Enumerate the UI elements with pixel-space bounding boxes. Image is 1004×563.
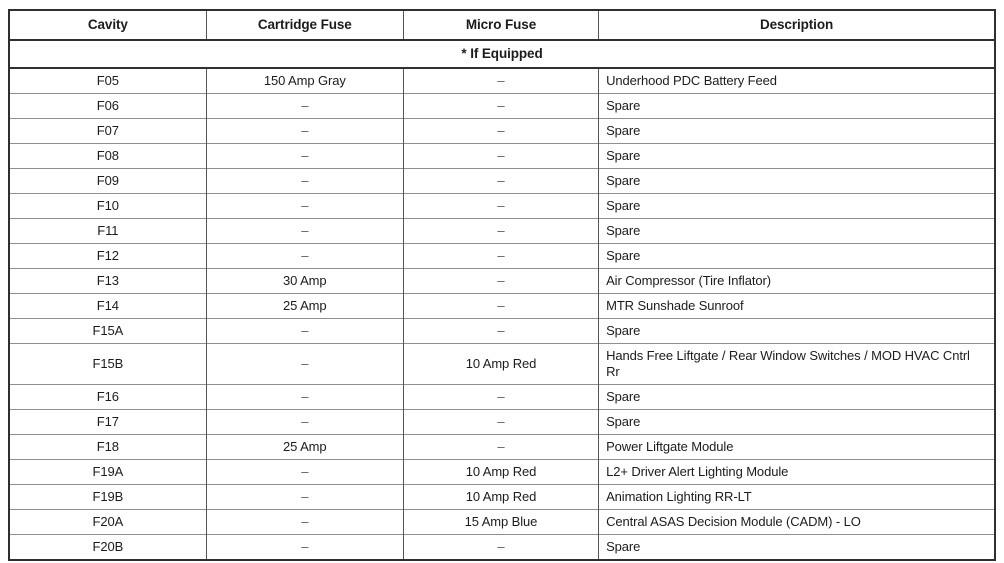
- micro-fuse-cell: –: [403, 119, 598, 144]
- cavity-cell: F17: [9, 410, 206, 435]
- table-row: [9, 510, 995, 535]
- description-cell: Spare: [599, 169, 995, 194]
- cavity-cell: F20B: [9, 535, 206, 561]
- table-row: [9, 435, 995, 460]
- cartridge-fuse-cell: –: [206, 510, 403, 535]
- fuse-table-body: [9, 68, 995, 560]
- fuse-table: [8, 9, 996, 561]
- table-row: [9, 460, 995, 485]
- table-row: [9, 144, 995, 169]
- description-cell: Spare: [599, 385, 995, 410]
- cavity-cell: F15B: [9, 344, 206, 385]
- cartridge-fuse-cell: 150 Amp Gray: [206, 68, 403, 94]
- micro-fuse-cell: 15 Amp Blue: [403, 510, 598, 535]
- description-cell: Hands Free Liftgate / Rear Window Switches / MOD HVAC Cntrl Rr: [599, 344, 995, 385]
- micro-fuse-cell: –: [403, 94, 598, 119]
- if-equipped-banner: * If Equipped: [9, 40, 995, 68]
- cavity-cell: F19B: [9, 485, 206, 510]
- column-header-description: Description: [599, 10, 995, 40]
- micro-fuse-cell: –: [403, 535, 598, 561]
- cavity-cell: F06: [9, 94, 206, 119]
- table-row: [9, 319, 995, 344]
- table-row: [9, 169, 995, 194]
- cartridge-fuse-cell: –: [206, 244, 403, 269]
- cartridge-fuse-cell: –: [206, 485, 403, 510]
- description-cell: Spare: [599, 144, 995, 169]
- cavity-cell: F13: [9, 269, 206, 294]
- table-row: [9, 410, 995, 435]
- cartridge-fuse-cell: 30 Amp: [206, 269, 403, 294]
- cartridge-fuse-cell: –: [206, 94, 403, 119]
- micro-fuse-cell: –: [403, 269, 598, 294]
- description-cell: L2+ Driver Alert Lighting Module: [599, 460, 995, 485]
- cartridge-fuse-cell: 25 Amp: [206, 294, 403, 319]
- if-equipped-banner-row: [9, 40, 995, 68]
- fuse-table-container: [8, 9, 996, 561]
- micro-fuse-cell: 10 Amp Red: [403, 344, 598, 385]
- description-cell: Spare: [599, 535, 995, 561]
- cavity-cell: F05: [9, 68, 206, 94]
- cavity-cell: F09: [9, 169, 206, 194]
- table-row: [9, 68, 995, 94]
- description-cell: Underhood PDC Battery Feed: [599, 68, 995, 94]
- description-cell: Animation Lighting RR-LT: [599, 485, 995, 510]
- micro-fuse-cell: –: [403, 294, 598, 319]
- micro-fuse-cell: 10 Amp Red: [403, 460, 598, 485]
- cavity-cell: F11: [9, 219, 206, 244]
- micro-fuse-cell: –: [403, 319, 598, 344]
- cartridge-fuse-cell: –: [206, 219, 403, 244]
- cavity-cell: F18: [9, 435, 206, 460]
- description-cell: MTR Sunshade Sunroof: [599, 294, 995, 319]
- table-row: [9, 244, 995, 269]
- table-row: [9, 119, 995, 144]
- cavity-cell: F20A: [9, 510, 206, 535]
- description-cell: Air Compressor (Tire Inflator): [599, 269, 995, 294]
- micro-fuse-cell: 10 Amp Red: [403, 485, 598, 510]
- micro-fuse-cell: –: [403, 410, 598, 435]
- micro-fuse-cell: –: [403, 385, 598, 410]
- description-cell: Spare: [599, 319, 995, 344]
- column-header-cartridge-fuse: Cartridge Fuse: [206, 10, 403, 40]
- cartridge-fuse-cell: –: [206, 144, 403, 169]
- cavity-cell: F16: [9, 385, 206, 410]
- cartridge-fuse-cell: –: [206, 535, 403, 561]
- cartridge-fuse-cell: –: [206, 385, 403, 410]
- description-cell: Spare: [599, 194, 995, 219]
- cartridge-fuse-cell: –: [206, 119, 403, 144]
- cartridge-fuse-cell: –: [206, 169, 403, 194]
- micro-fuse-cell: –: [403, 244, 598, 269]
- table-row: [9, 219, 995, 244]
- header-row: [9, 10, 995, 40]
- description-cell: Spare: [599, 244, 995, 269]
- cavity-cell: F14: [9, 294, 206, 319]
- table-row: [9, 385, 995, 410]
- cartridge-fuse-cell: –: [206, 319, 403, 344]
- cartridge-fuse-cell: 25 Amp: [206, 435, 403, 460]
- description-cell: Spare: [599, 119, 995, 144]
- micro-fuse-cell: –: [403, 144, 598, 169]
- cavity-cell: F19A: [9, 460, 206, 485]
- description-cell: Central ASAS Decision Module (CADM) - LO: [599, 510, 995, 535]
- cavity-cell: F10: [9, 194, 206, 219]
- cavity-cell: F08: [9, 144, 206, 169]
- cartridge-fuse-cell: –: [206, 194, 403, 219]
- micro-fuse-cell: –: [403, 169, 598, 194]
- micro-fuse-cell: –: [403, 219, 598, 244]
- description-cell: Spare: [599, 219, 995, 244]
- table-row: [9, 485, 995, 510]
- micro-fuse-cell: –: [403, 68, 598, 94]
- cavity-cell: F12: [9, 244, 206, 269]
- cartridge-fuse-cell: –: [206, 344, 403, 385]
- column-header-cavity: Cavity: [9, 10, 206, 40]
- description-cell: Spare: [599, 410, 995, 435]
- micro-fuse-cell: –: [403, 194, 598, 219]
- table-row: [9, 535, 995, 561]
- table-row: [9, 269, 995, 294]
- table-row: [9, 344, 995, 385]
- micro-fuse-cell: –: [403, 435, 598, 460]
- cartridge-fuse-cell: –: [206, 410, 403, 435]
- table-row: [9, 94, 995, 119]
- table-row: [9, 294, 995, 319]
- column-header-micro-fuse: Micro Fuse: [403, 10, 598, 40]
- description-cell: Spare: [599, 94, 995, 119]
- description-cell: Power Liftgate Module: [599, 435, 995, 460]
- table-row: [9, 194, 995, 219]
- cartridge-fuse-cell: –: [206, 460, 403, 485]
- fuse-table-header: [9, 10, 995, 40]
- cavity-cell: F07: [9, 119, 206, 144]
- cavity-cell: F15A: [9, 319, 206, 344]
